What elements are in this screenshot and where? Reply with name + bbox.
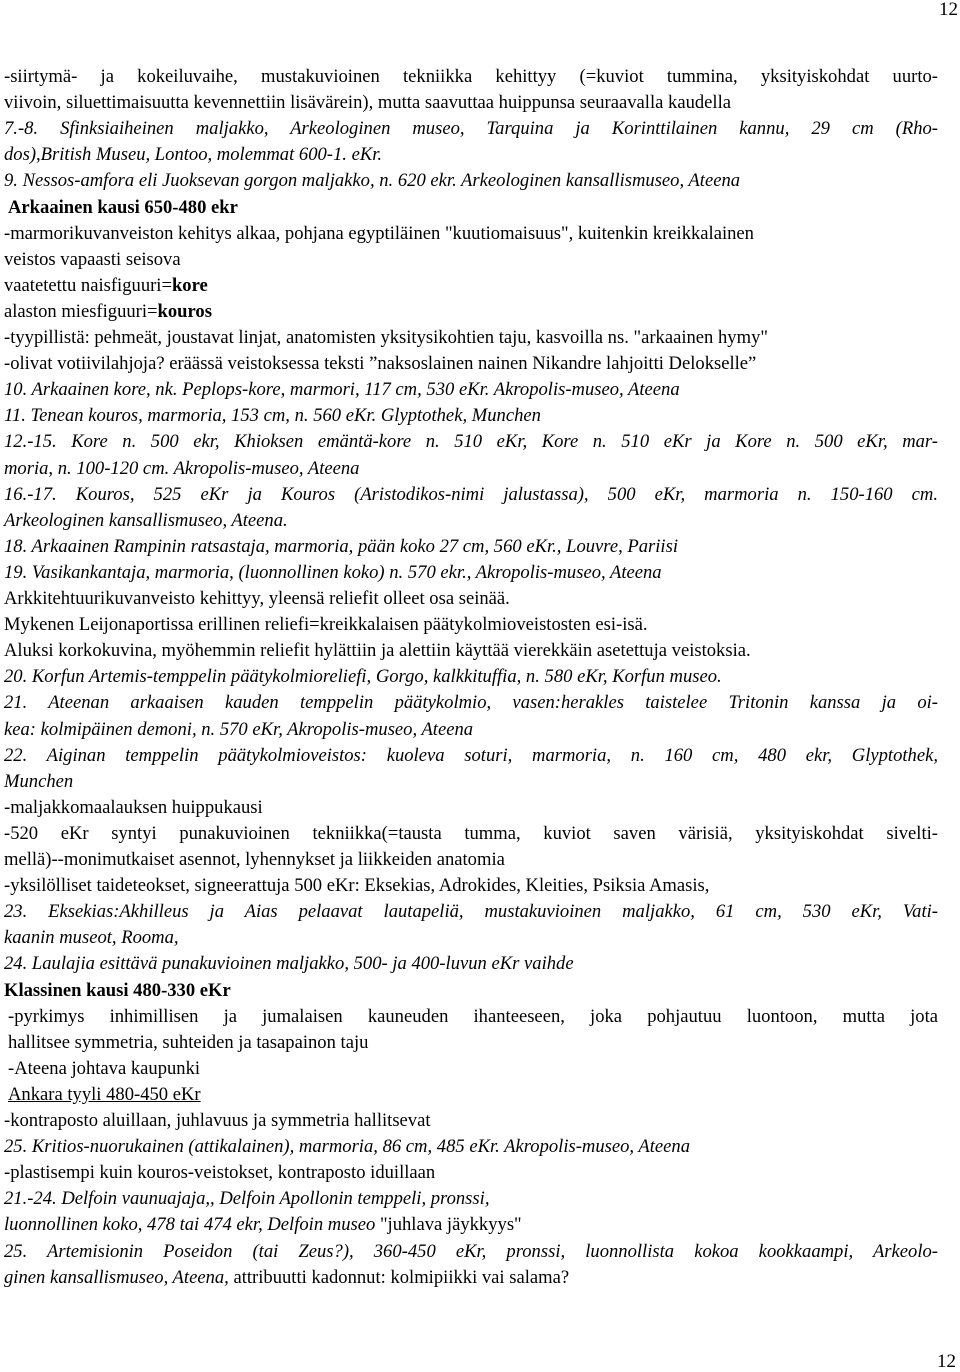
text-segment: 21. Ateenan arkaaisen kauden temppelin päätykolmio, vasen:herakles taistelee Tritonin kanssa ja oi- bbox=[4, 692, 938, 713]
text-line bbox=[4, 925, 938, 951]
text-segment: -marmorikuvanveiston kehitys alkaa, pohjana egyptiläinen "kuutiomaisuus", kuitenkin kreikkalainen bbox=[4, 223, 754, 244]
text-segment: 21.-24. Delfoin vaunuajaja,, Delfoin Apollonin temppeli, pronssi, bbox=[4, 1188, 490, 1209]
text-line bbox=[4, 1134, 938, 1160]
text-line bbox=[4, 1004, 938, 1030]
text-segment: 12.-15. Kore n. 500 ekr, Khioksen emäntä-kore n. 510 eKr, Kore n. 510 eKr ja Kore n. 500 eKr, mar- bbox=[4, 431, 938, 452]
text-line bbox=[4, 351, 938, 377]
text-line bbox=[4, 664, 938, 690]
text-line bbox=[4, 690, 938, 716]
text-segment: mellä)--monimutkaiset asennot, lyhennykset ja liikkeiden anatomia bbox=[4, 849, 505, 870]
text-segment: 19. Vasikankantaja, marmoria, (luonnollinen koko) n. 570 ekr., Akropolis-museo, Ateena bbox=[4, 562, 662, 583]
text-segment: hallitsee symmetria, suhteiden ja tasapainon taju bbox=[8, 1032, 369, 1053]
text-segment: Arkaainen kausi 650-480 ekr bbox=[8, 197, 238, 218]
text-segment: -tyypillistä: pehmeät, joustavat linjat, anatomisten yksitysikohtien taju, kasvoilla ns. "arkaainen hymy" bbox=[4, 327, 768, 348]
text-line bbox=[4, 978, 938, 1004]
text-segment: Arkeologinen kansallismuseo, Ateena. bbox=[4, 510, 288, 531]
text-segment: kouros bbox=[157, 301, 212, 322]
text-line bbox=[4, 1108, 938, 1134]
text-segment: 7.-8. Sfinksiaiheinen maljakko, Arkeologinen museo, Tarquina ja Korinttilainen kannu, 29 cm (Rho- bbox=[4, 118, 938, 139]
text-line bbox=[4, 847, 938, 873]
text-segment: kaanin museot, Rooma, bbox=[4, 927, 179, 948]
text-line bbox=[4, 403, 938, 429]
text-line bbox=[4, 743, 938, 769]
text-line bbox=[4, 638, 938, 664]
text-segment: kore bbox=[171, 275, 208, 296]
text-line bbox=[4, 795, 938, 821]
text-segment: -pyrkimys inhimillisen ja jumalaisen kauneuden ihanteeseen, joka pohjautuu luontoon, mutta jota bbox=[8, 1006, 938, 1027]
text-line bbox=[4, 612, 938, 638]
text-line bbox=[4, 221, 938, 247]
text-line bbox=[4, 482, 938, 508]
text-segment: -maljakkomaalauksen huippukausi bbox=[4, 797, 263, 818]
text-segment: 20. Korfun Artemis-temppelin päätykolmioreliefi, Gorgo, kalkkituffia, n. 580 eKr, Korfun museo. bbox=[4, 666, 722, 687]
text-line bbox=[4, 64, 938, 90]
text-line bbox=[4, 899, 938, 925]
text-line bbox=[4, 90, 938, 116]
text-line bbox=[4, 1056, 938, 1082]
text-segment: 16.-17. Kouros, 525 eKr ja Kouros (Aristodikos-nimi jalustassa), 500 eKr, marmoria n. 150-160 cm. bbox=[4, 484, 938, 505]
text-line bbox=[4, 1186, 938, 1212]
text-segment: 11. Tenean kouros, marmoria, 153 cm, n. 560 eKr. Glyptothek, Munchen bbox=[4, 405, 541, 426]
text-segment: moria, n. 100-120 cm. Akropolis-museo, Ateena bbox=[4, 458, 360, 479]
text-segment: 25. Kritios-nuorukainen (attikalainen), marmoria, 86 cm, 485 eKr. Akropolis-museo, Ateena bbox=[4, 1136, 691, 1157]
text-line bbox=[4, 534, 938, 560]
text-line bbox=[4, 821, 938, 847]
text-line bbox=[4, 1212, 938, 1238]
text-line bbox=[4, 377, 938, 403]
page-number-bottom: 12 bbox=[937, 1351, 956, 1372]
text-line bbox=[4, 1082, 938, 1108]
text-segment: Arkkitehtuurikuvanveisto kehittyy, yleensä reliefit olleet osa seinää. bbox=[4, 588, 510, 609]
text-segment: 18. Arkaainen Rampinin ratsastaja, marmoria, pään koko 27 cm, 560 eKr., Louvre, Pariisi bbox=[4, 536, 679, 557]
text-line bbox=[4, 195, 938, 221]
text-segment: -siirtymä- ja kokeiluvaihe, mustakuvioinen tekniikka kehittyy (=kuviot tummina, yksityiskohdat uurto- bbox=[4, 66, 938, 87]
text-line bbox=[4, 1265, 938, 1291]
text-line bbox=[4, 1239, 938, 1265]
text-line bbox=[4, 247, 938, 273]
text-line bbox=[4, 508, 938, 534]
text-line bbox=[4, 325, 938, 351]
text-line bbox=[4, 951, 938, 977]
text-segment: vaatetettu naisfiguuri= bbox=[4, 275, 172, 296]
text-segment: viivoin, siluettimaisuutta kevennettiin lisävärein), mutta saavuttaa huippunsa seuraavalla kaudella bbox=[4, 92, 732, 113]
text-segment: luonnollinen koko, 478 tai 474 ekr, Delfoin museo bbox=[4, 1214, 380, 1235]
text-segment: 9. Nessos-amfora eli Juoksevan gorgon maljakko, n. 620 ekr. Arkeologinen kansallismuseo, Ateena bbox=[4, 170, 741, 191]
text-line bbox=[4, 429, 938, 455]
text-segment: -kontraposto aluillaan, juhlavuus ja symmetria hallitsevat bbox=[4, 1110, 431, 1131]
page-number-top: 12 bbox=[939, 0, 958, 20]
text-segment: alaston miesfiguuri= bbox=[4, 301, 158, 322]
text-line bbox=[4, 586, 938, 612]
text-segment: dos),British Museu, Lontoo, molemmat 600-1. eKr. bbox=[4, 144, 383, 165]
text-line bbox=[4, 116, 938, 142]
text-line bbox=[4, 142, 938, 168]
text-line bbox=[4, 769, 938, 795]
text-segment: veistos vapaasti seisova bbox=[4, 249, 181, 270]
text-line bbox=[4, 717, 938, 743]
text-segment: 25. Artemisionin Poseidon (tai Zeus?), 360-450 eKr, pronssi, luonnollista kokoa kookkaampi, Arkeolo- bbox=[4, 1241, 938, 1262]
text-segment: kea: kolmipäinen demoni, n. 570 eKr, Akropolis-museo, Ateena bbox=[4, 719, 474, 740]
text-line bbox=[4, 273, 938, 299]
text-segment: attribuutti kadonnut: kolmipiikki vai salama? bbox=[233, 1267, 570, 1288]
text-segment: 22. Aiginan temppelin päätykolmioveistos: kuoleva soturi, marmoria, n. 160 cm, 480 ekr, Glyptothek, bbox=[4, 745, 938, 766]
text-segment: 24. Laulajia esittävä punakuvioinen maljakko, 500- ja 400-luvun eKr vaihde bbox=[4, 953, 574, 974]
text-segment: -olivat votiivilahjoja? eräässä veistoksessa teksti ”naksoslainen nainen Nikandre lahjoitti Delokselle” bbox=[4, 353, 757, 374]
text-segment: -Ateena johtava kaupunki bbox=[8, 1058, 201, 1079]
text-line bbox=[4, 456, 938, 482]
text-segment: Aluksi korkokuvina, myöhemmin reliefit hylättiin ja alettiin käyttää vierekkäin asetettuja veistoksia. bbox=[4, 640, 751, 661]
text-line bbox=[4, 560, 938, 586]
text-line bbox=[4, 873, 938, 899]
text-segment: -yksilölliset taideteokset, signeerattuja 500 eKr: Eksekias, Adrokides, Kleities, Psiksia Amasis, bbox=[4, 875, 710, 896]
text-segment: Ankara tyyli 480-450 eKr bbox=[8, 1084, 201, 1105]
text-line bbox=[4, 168, 938, 194]
text-segment: 10. Arkaainen kore, nk. Peplops-kore, marmori, 117 cm, 530 eKr. Akropolis-museo, Ateena bbox=[4, 379, 680, 400]
text-segment: -plastisempi kuin kouros-veistokset, kontraposto iduillaan bbox=[4, 1162, 436, 1183]
text-line bbox=[4, 1160, 938, 1186]
text-segment: "juhlava jäykkyys" bbox=[379, 1214, 522, 1235]
text-line bbox=[4, 299, 938, 325]
text-segment: Mykenen Leijonaportissa erillinen reliefi=kreikkalaisen päätykolmioveistosten esi-isä. bbox=[4, 614, 648, 635]
text-segment: -520 eKr syntyi punakuvioinen tekniikka(=tausta tumma, kuviot saven värisiä, yksityiskohdat sivelti- bbox=[4, 823, 938, 844]
text-segment: 23. Eksekias:Akhilleus ja Aias pelaavat lautapeliä, mustakuvioinen maljakko, 61 cm, 530 eKr, Vati- bbox=[4, 901, 938, 922]
text-segment: Klassinen kausi 480-330 eKr bbox=[4, 980, 231, 1001]
text-line bbox=[4, 1030, 938, 1056]
text-segment: Munchen bbox=[4, 771, 74, 792]
text-segment: ginen kansallismuseo, Ateena, bbox=[4, 1267, 234, 1288]
